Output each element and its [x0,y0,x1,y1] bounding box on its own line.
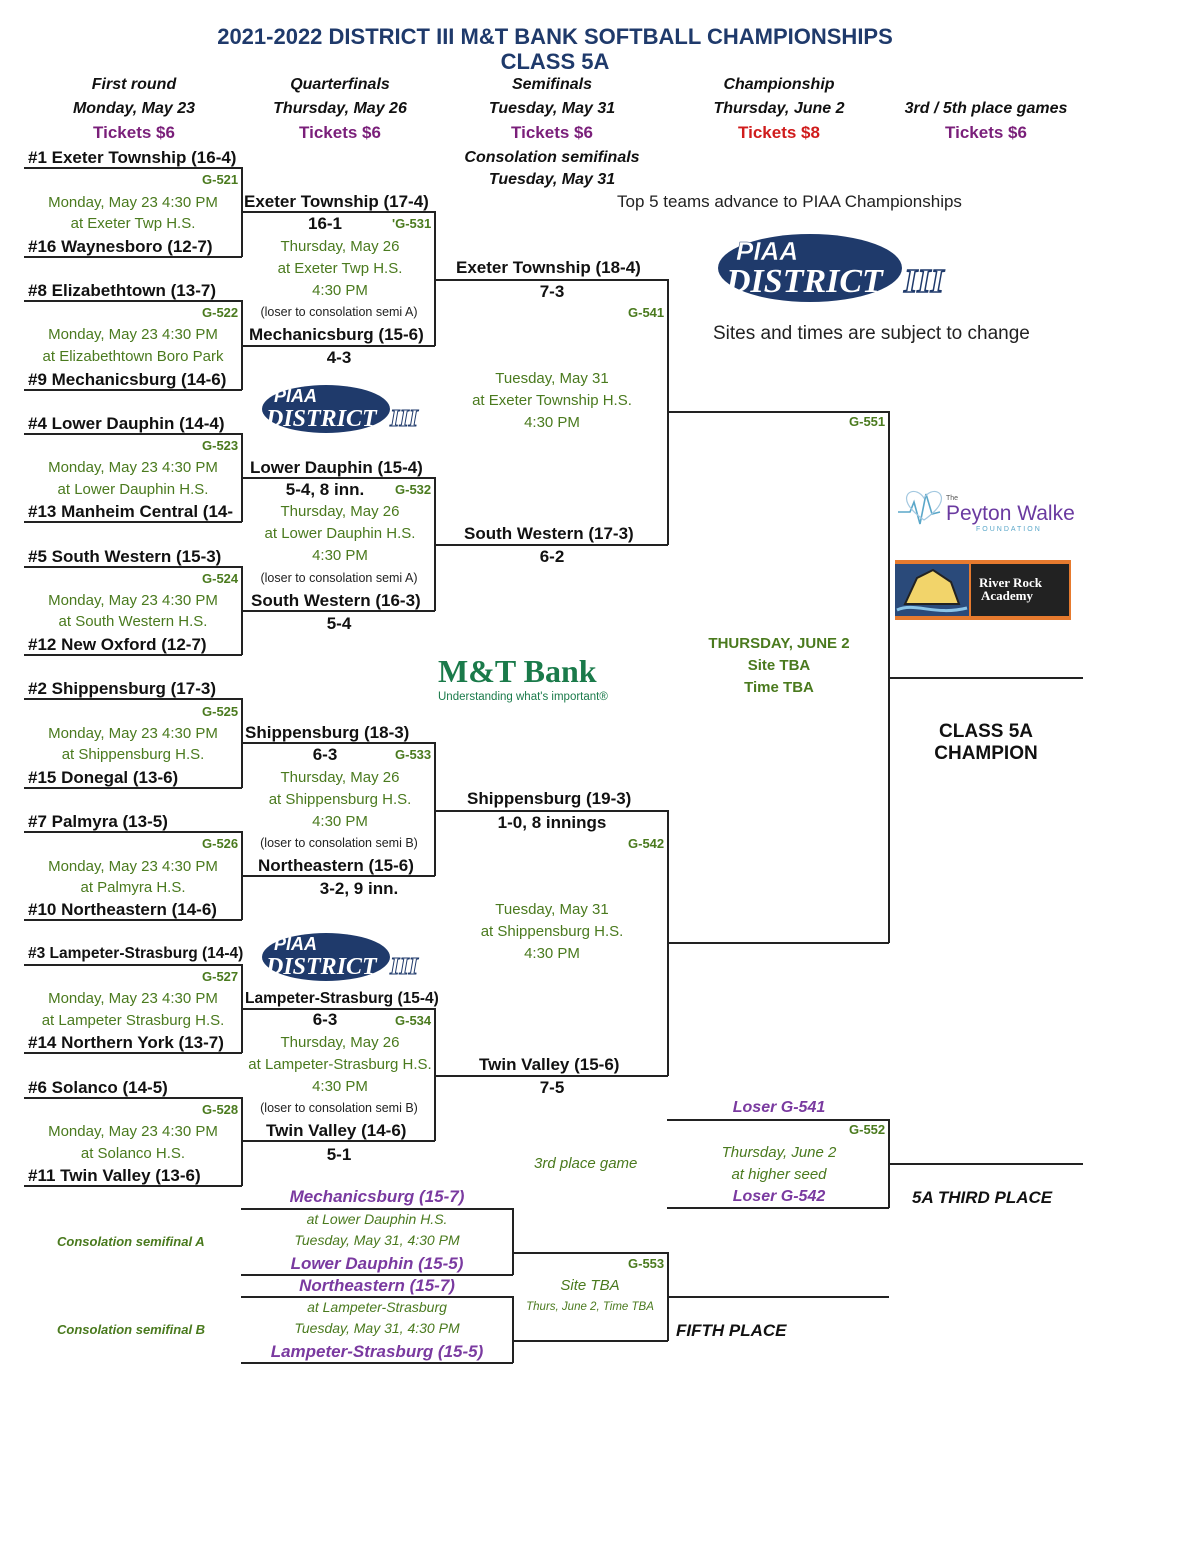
qf-3-top: Shippensburg (18-3) [245,723,410,742]
fr-8-game: G-528 [202,1102,239,1117]
fr-8-site: at Solanco H.S. [80,1145,186,1162]
third-bottom: Loser G-542 [732,1188,826,1205]
district-text: DISTRICT [266,954,377,980]
river-rock-text-1: River Rock [979,575,1042,590]
qf-2-note: (loser to consolation semi A) [260,571,418,585]
fr-8-time: Monday, May 23 4:30 PM [48,1123,218,1140]
cons-b-site: at Lampeter-Strasburg [307,1299,447,1315]
fr-4-site: at South Western H.S. [58,613,208,630]
qf-2-top-score: 5-4, 8 inn. [285,480,365,499]
consolation-header-date: Tuesday, May 31 [488,171,616,188]
qf-2-time: 4:30 PM [312,547,368,564]
cons-a-bottom: Lower Dauphin (15-5) [290,1254,464,1273]
river-rock-text-2: Academy [981,588,1033,603]
qf-4-top: Lampeter-Strasburg (15-4) [245,990,439,1007]
page-title: 2021-2022 DISTRICT III M&T BANK SOFTBALL CHAMPIONSHIPS [217,24,893,49]
round-date-4: Thursday, June 2 [713,100,845,117]
qf-1-date: Thursday, May 26 [280,238,400,255]
sf-2-bottom: Twin Valley (15-6) [479,1055,620,1074]
piaa-district-logo-large [718,228,958,304]
fr-6-site: at Palmyra H.S. [80,879,186,896]
sf-2-game: G-542 [628,836,665,851]
sf-1-date: Tuesday, May 31 [495,370,609,387]
cons-a-label: Consolation semifinal A [57,1234,205,1249]
qf-3-top-score: 6-3 [312,745,338,764]
round-name-1: First round [91,76,177,93]
fr-5-site: at Shippensburg H.S. [61,746,205,763]
fr-7-game: G-527 [202,969,239,984]
district-text: DISTRICT [266,406,377,432]
peyton-the: The [946,495,959,502]
fr-3-bottom: #13 Manheim Central (14- [28,502,234,521]
fifth-time: Thurs, June 2, Time TBA [526,1301,654,1313]
sf-1-bottom-score: 6-2 [539,547,565,566]
cons-b-bottom: Lampeter-Strasburg (15-5) [270,1342,484,1361]
qf-2-top: Lower Dauphin (15-4) [250,458,423,477]
fr-2-top: #8 Elizabethtown (13-7) [28,281,216,300]
fr-4-bottom: #12 New Oxford (12-7) [28,635,207,654]
fr-5-bottom: #15 Donegal (13-6) [28,768,179,787]
cons-a-time: Tuesday, May 31, 4:30 PM [294,1232,460,1248]
roman-text: III [390,406,419,432]
mt-bank-text: M&T Bank [438,653,597,689]
fr-4-top: #5 South Western (15-3) [28,547,222,566]
fr-6-time: Monday, May 23 4:30 PM [48,858,218,875]
fr-1-site: at Exeter Twp H.S. [70,215,196,232]
qf-1-bottom: Mechanicsburg (15-6) [249,325,424,344]
round-tickets-2: Tickets $6 [299,123,381,142]
fifth-game: G-553 [628,1256,665,1271]
third-place-label: 5A THIRD PLACE [912,1188,1053,1207]
fr-1-top: #1 Exeter Township (16-4) [28,148,237,167]
qf-2-site: at Lower Dauphin H.S. [264,525,416,542]
district-text: DISTRICT [726,263,883,300]
fifth-site: Site TBA [560,1277,620,1294]
qf-1-time: 4:30 PM [312,282,368,299]
fr-6-bottom: #10 Northeastern (14-6) [28,900,217,919]
sf-2-time: 4:30 PM [524,945,580,962]
qf-1-site: at Exeter Twp H.S. [277,260,403,277]
sf-1-top-score: 7-3 [539,282,565,301]
fr-3-top: #4 Lower Dauphin (14-4) [28,414,225,433]
qf-1-bottom-score: 4-3 [326,348,352,367]
qf-3-game: G-533 [395,747,432,762]
third-caption: 3rd place game [534,1155,638,1172]
fr-7-site: at Lampeter Strasburg H.S. [41,1012,225,1029]
final-game: G-551 [849,414,886,429]
fr-4-time: Monday, May 23 4:30 PM [48,592,218,609]
third-site: at higher seed [731,1166,827,1183]
round-date-2: Thursday, May 26 [273,100,407,117]
piaa-text: PIAA [274,934,318,954]
peyton-sub: FOUNDATION [976,526,1042,533]
final-site: Site TBA [747,657,811,674]
fr-5-time: Monday, May 23 4:30 PM [48,725,218,742]
qf-4-date: Thursday, May 26 [280,1034,400,1051]
cons-b-top: Northeastern (15-7) [299,1276,455,1295]
third-game: G-552 [849,1122,886,1137]
piaa-text: PIAA [274,386,318,406]
champion-label-2: CHAMPION [934,743,1038,764]
qf-4-top-score: 6-3 [312,1010,338,1029]
qf-4-site: at Lampeter-Strasburg H.S. [248,1056,432,1073]
qf-2-bottom-score: 5-4 [326,614,352,633]
round-date-3: Tuesday, May 31 [488,100,616,117]
cons-b-label: Consolation semifinal B [57,1322,206,1337]
fr-2-game: G-522 [202,305,239,320]
sf-2-site: at Shippensburg H.S. [480,923,624,940]
sf-2-bottom-score: 7-5 [539,1078,565,1097]
fr-2-site: at Elizabethtown Boro Park [42,348,224,365]
sf-1-game: G-541 [628,305,665,320]
fr-2-time: Monday, May 23 4:30 PM [48,326,218,343]
qf-3-bottom: Northeastern (15-6) [258,856,414,875]
qf-4-time: 4:30 PM [312,1078,368,1095]
fifth-place-label: FIFTH PLACE [676,1321,787,1340]
champion-label-1: CLASS 5A [939,721,1033,742]
fr-2-bottom: #9 Mechanicsburg (14-6) [28,370,227,389]
qf-3-time: 4:30 PM [312,813,368,830]
third-top: Loser G-541 [732,1099,826,1116]
fr-6-top: #7 Palmyra (13-5) [28,812,168,831]
roman-text: III [390,954,419,980]
sf-2-top-score: 1-0, 8 innings [497,813,607,832]
roman-text: III [904,263,944,300]
qf-4-game: G-534 [395,1013,432,1028]
qf-2-date: Thursday, May 26 [280,503,400,520]
round-tickets-1: Tickets $6 [93,123,175,142]
advance-note: Top 5 teams advance to PIAA Championships [617,192,962,211]
third-date: Thursday, June 2 [721,1144,837,1161]
fr-1-time: Monday, May 23 4:30 PM [48,194,218,211]
qf-2-bottom: South Western (16-3) [251,591,421,610]
consolation-header-name: Consolation semifinals [464,149,640,166]
fr-7-bottom: #14 Northern York (13-7) [28,1033,224,1052]
qf-4-bottom: Twin Valley (14-6) [266,1121,407,1140]
round-date-5: 3rd / 5th place games [904,100,1068,117]
mt-bank-tagline: Understanding what's important® [438,691,608,703]
sf-2-date: Tuesday, May 31 [495,901,609,918]
fr-5-top: #2 Shippensburg (17-3) [28,679,216,698]
sf-1-site: at Exeter Township H.S. [472,392,632,409]
qf-3-site: at Shippensburg H.S. [268,791,412,808]
fr-7-time: Monday, May 23 4:30 PM [48,990,218,1007]
cons-a-top: Mechanicsburg (15-7) [289,1187,465,1206]
sf-2-top: Shippensburg (19-3) [467,789,632,808]
round-name-3: Semifinals [511,76,593,93]
qf-1-game: 'G-531 [392,216,432,231]
cons-a-site: at Lower Dauphin H.S. [306,1211,448,1227]
round-date-1: Monday, May 23 [72,100,196,117]
fr-5-game: G-525 [202,704,239,719]
final-date: THURSDAY, JUNE 2 [708,635,850,652]
river-rock-logo [895,560,1071,620]
round-tickets-4: Tickets $8 [738,123,820,142]
fr-7-top: #3 Lampeter-Strasburg (14-4) [28,945,244,962]
fr-3-site: at Lower Dauphin H.S. [57,481,209,498]
fr-3-time: Monday, May 23 4:30 PM [48,459,218,476]
qf-1-note: (loser to consolation semi A) [260,305,418,319]
mt-bank-logo [436,652,646,704]
peyton-walker-logo [896,484,1076,536]
piaa-district-logo-small-2 [262,928,428,982]
page-subtitle: CLASS 5A [500,49,610,74]
sf-1-bottom: South Western (17-3) [464,524,634,543]
cons-b-time: Tuesday, May 31, 4:30 PM [294,1320,460,1336]
piaa-district-logo-small-1 [262,380,428,434]
fr-1-bottom: #16 Waynesboro (12-7) [28,237,213,256]
fr-8-bottom: #11 Twin Valley (13-6) [28,1166,201,1185]
round-tickets-3: Tickets $6 [511,123,593,142]
qf-1-top: Exeter Township (17-4) [244,192,429,211]
piaa-text: PIAA [736,236,799,266]
round-tickets-5: Tickets $6 [945,123,1027,142]
fr-6-game: G-526 [202,836,239,851]
fr-4-game: G-524 [202,571,239,586]
round-name-4: Championship [723,76,835,93]
fr-3-game: G-523 [202,438,239,453]
qf-3-date: Thursday, May 26 [280,769,400,786]
fr-1-game: G-521 [202,172,239,187]
sf-1-top: Exeter Township (18-4) [456,258,641,277]
fr-8-top: #6 Solanco (14-5) [28,1078,168,1097]
qf-4-bottom-score: 5-1 [326,1145,352,1164]
qf-2-game: G-532 [395,482,432,497]
qf-3-bottom-score: 3-2, 9 inn. [319,879,399,898]
final-time: Time TBA [744,679,814,696]
peyton-text: Peyton Walker [946,502,1076,525]
qf-4-note: (loser to consolation semi B) [260,1101,418,1115]
sf-1-time: 4:30 PM [524,414,580,431]
qf-3-note: (loser to consolation semi B) [260,836,418,850]
qf-1-top-score: 16-1 [307,214,343,233]
sites-note: Sites and times are subject to change [713,323,1030,344]
round-name-2: Quarterfinals [290,76,390,93]
